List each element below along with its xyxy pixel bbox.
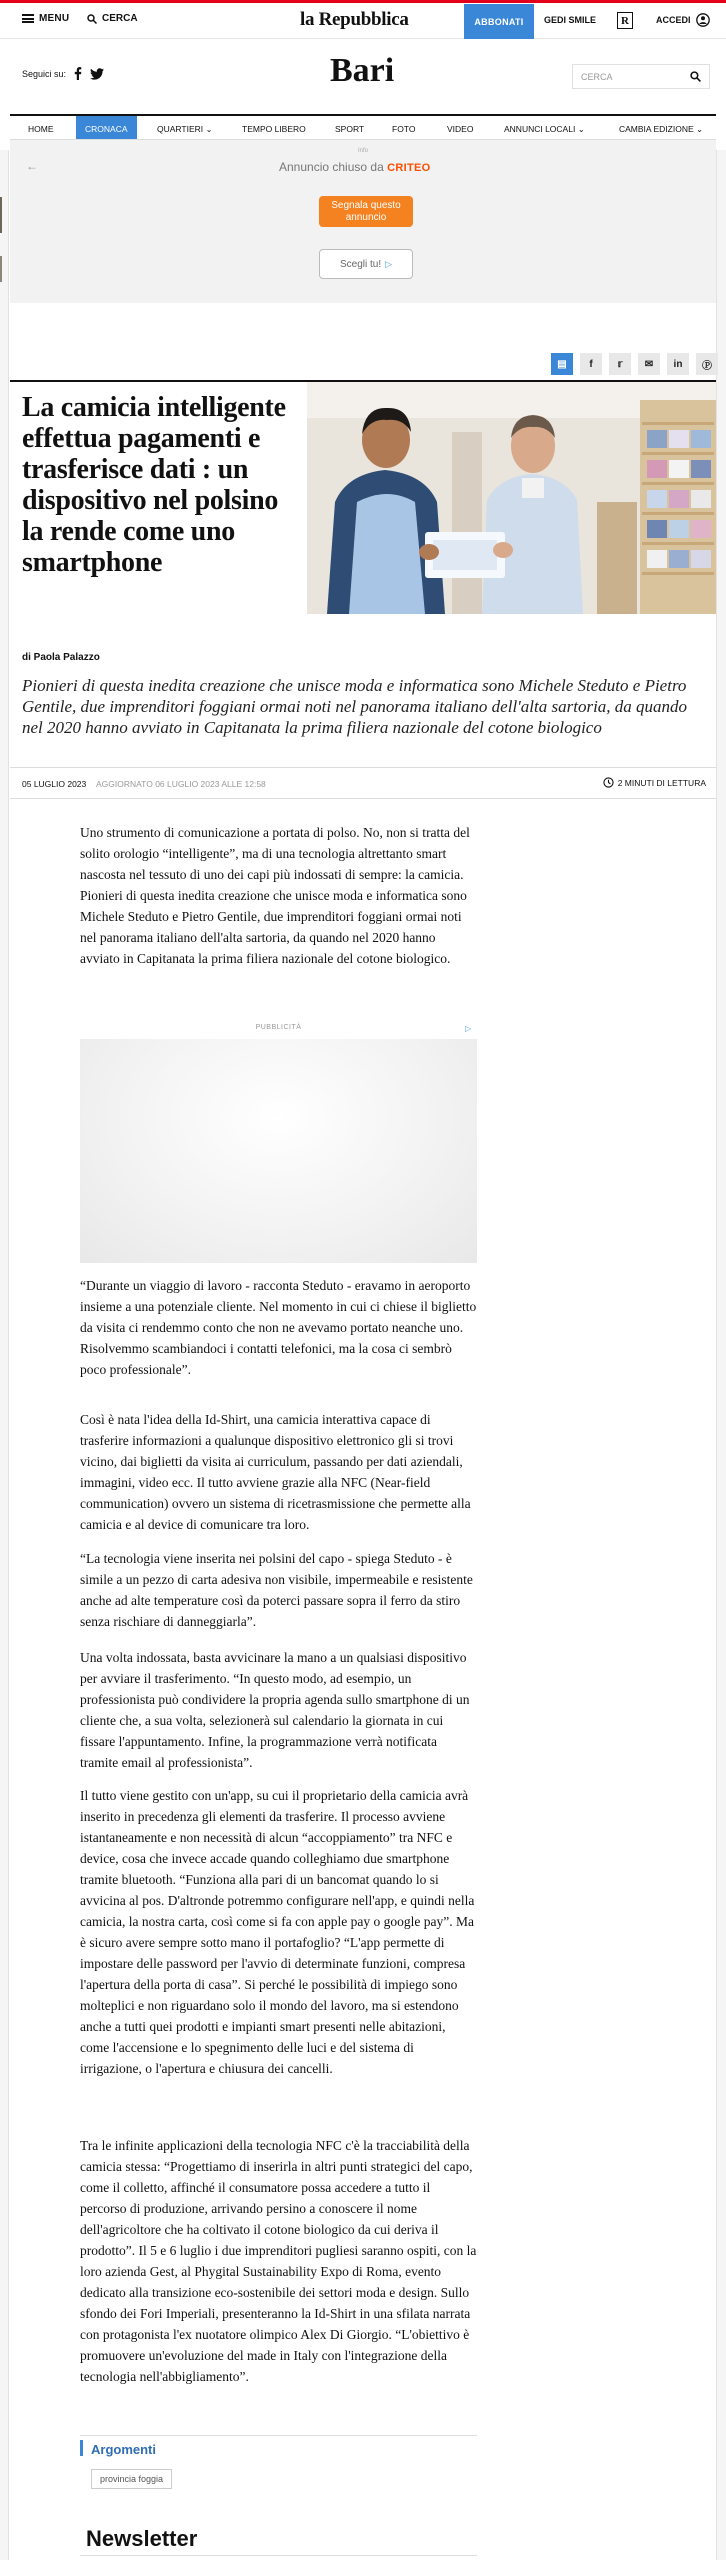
right-page-rail [716, 150, 726, 2560]
ad-choice-label: Scegli tu! [339, 258, 382, 270]
subscribe-button[interactable]: ABBONATI [464, 4, 534, 39]
nav-tempo-libero[interactable]: TEMPO LIBERO [242, 124, 306, 134]
adchoices-icon: ▷ [385, 258, 393, 269]
facebook-icon[interactable]: f [580, 353, 602, 375]
article-paragraph: “Durante un viaggio di lavoro - racconta Steduto - eravamo in aeroporto insieme a una potenziale cliente. Nel momento in cui ci chiese il biglietto da visita ci rendemmo conto che non ne avevamo portato neanche uno. Risolvemmo scambiandoci i contatti telefonici, ma la cosa ci sembrò poco professionale”. [80, 1278, 477, 1377]
search-label: CERCA [102, 13, 138, 24]
search-button[interactable] [87, 13, 138, 24]
article-photo[interactable] [307, 382, 716, 614]
follow-label: Seguici su: [22, 68, 67, 79]
article-title: La camicia intelligente effettua pagamenti e trasferisce dati : un dispositivo nel polsino la rende come uno smartphone [22, 392, 286, 578]
article-photo-image [307, 382, 716, 614]
publish-date: 05 LUGLIO 2023 [22, 779, 87, 789]
linkedin-icon[interactable]: in [667, 353, 689, 375]
chevron-down-icon: ⌄ [577, 124, 585, 134]
report-ad-button[interactable]: Segnala questo annuncio [319, 196, 413, 227]
article-summary: Pionieri di questa inedita creazione che unisce moda e informatica sono Michele Steduto e Pietro Gentile, due imprenditori foggiani ormai noti nel panorama italiano dell'alta sartoria, da quando nel 2020 hanno avviato in Capitanata la prima filiera nazionale del cotone biologico [22, 676, 688, 737]
comment-icon[interactable]: ▤ [551, 353, 573, 375]
ad-placeholder[interactable] [80, 1039, 477, 1263]
ad-info-label[interactable]: Info [358, 148, 369, 154]
chevron-down-icon: ⌄ [205, 124, 213, 134]
search-icon [87, 14, 97, 24]
nav-cambia-label: CAMBIA EDIZIONE [619, 124, 694, 134]
nav-quartieri-label: QUARTIERI [157, 124, 204, 134]
nav-cambia-edizione[interactable] [619, 124, 703, 135]
article-paragraph: “La tecnologia viene inserita nei polsini del capo - spiega Steduto - è simile a un pezzo di carta adesiva non visibile, impermeabile e resistente anche ad alte temperature così da poterci passare sopra il ferro da stiro senza rischiare di danneggiarla”. [80, 1551, 473, 1629]
repubblica-r-badge[interactable]: R [617, 12, 633, 29]
menu-button[interactable] [22, 13, 69, 24]
article-paragraph: Il tutto viene gestito con un'app, su cui il proprietario della camicia avrà inserito in precedenza gli elementi da trasferire. Il processo avviene istantaneamente e non necessità di alcun “accoppiamento” tra NFC e device, cosa che invece accade quando colleghiamo due smartphone tramite bluetooth. “Funziona alla pari di un bancomat quando lo si avvicina al pos. D'altronde potremmo configurare nell'app, e quindi nella camicia, la nostra carta, così come si fa con apple pay o google pay”. Ma è sicuro avere sempre sotto mano il portafoglio? “L'app permette di impostare delle password per l'avvio di determinate funzioni, compresa l'apertura della porta di casa”. Si perché le possibilità di impiego sono molteplici e non riguardano solo il mondo del lavoro, ma si estendono anche a tutti quei prodotti e impianti smart presenti nelle abitazioni, come l'accensione e lo spegnimento delle luci e del sistema di irrigazione, o l'apertura e chiusura dei cancelli. [80, 1788, 475, 2076]
top-header [0, 3, 726, 39]
topic-tag[interactable]: provincia foggia [91, 2469, 172, 2489]
ad-closed-text: Annuncio chiuso da [279, 160, 384, 174]
facebook-icon[interactable] [74, 67, 82, 80]
clock-icon [603, 777, 614, 788]
twitter-icon[interactable] [90, 68, 104, 80]
pinterest-icon[interactable]: Ⓟ [696, 353, 718, 375]
search-icon [690, 71, 701, 82]
gedi-smile-link[interactable]: GEDI SMILE [544, 15, 597, 25]
nav-quartieri[interactable] [157, 124, 213, 135]
left-rail-marker [0, 256, 2, 282]
left-page-rail [0, 150, 9, 2560]
mail-icon[interactable]: ✉ [638, 353, 660, 375]
article-paragraph: Così è nata l'idea della Id-Shirt, una camicia interattiva capace di trasferire informazioni a qualunque dispositivo elettronico gli si trovi vicino, dai biglietti da visita ai curriculum, passando per dati aziendali, immagini, video ecc. Il tutto avviene grazie alla NFC (Near-field communication) ovvero un sistema di ricetrasmissione che permette alla camicia e al device di comunicare tra loro. [80, 1412, 471, 1532]
ad-choice-button[interactable] [319, 249, 413, 279]
share-bar [551, 353, 718, 375]
topics-divider [80, 2435, 477, 2436]
city-search-input[interactable] [572, 64, 710, 89]
article-paragraph: Tra le infinite applicazioni della tecnologia NFC c'è la tracciabilità della camicia stessa: “Progettiamo di inserirla in altri punti strategici del capo, come il colletto, affinché il consumatore possa accedere a tutto il percorso di produzione, arrivando persino a conoscere il nome dell'agricoltore che ha coltivato il cotone biologico da cui deriva il prodotto”. Il 5 e 6 luglio i due imprenditori pugliesi saranno ospiti, con la loro azienda Gest, al Phygital Sustainability Expo di Roma, evento dedicato alla transizione eco-sostenibile dei settori moda e design. Sullo sfondo dei Fori Imperiali, presenteranno la Id-Shirt in una sfilata narrata con protagonista l'ex nuotatore olimpico Alex Di Giorgio. “L'obiettivo è promuovere un'evoluzione del made in Italy con l'integrazione della tecnologia nell'abbigliamento”. [80, 2138, 477, 2384]
user-icon [696, 13, 710, 27]
ad-label: PUBBLICITÀ [255, 1024, 302, 1031]
nav-sport[interactable]: SPORT [335, 124, 365, 134]
article-author[interactable]: di Paola Palazzo [22, 652, 100, 663]
adchoices-icon[interactable]: ▷ [465, 1024, 472, 1033]
topics-accent-bar [80, 2440, 83, 2456]
reading-time-label: 2 MINUTI DI LETTURA [617, 777, 706, 788]
section-nav [10, 114, 716, 140]
follow-us [22, 67, 104, 80]
nav-home[interactable]: HOME [28, 124, 54, 134]
topics-title: Argomenti [91, 2442, 156, 2457]
nav-cronaca[interactable]: CRONACA [76, 116, 137, 139]
login-label: ACCEDI [656, 15, 691, 25]
article-paragraph: Una volta indossata, basta avvicinare la mano a un qualsiasi dispositivo per avviare il trasferimento. “In questo modo, ad esempio, un professionista può condividere la propria agenda sullo smartphone di un cliente che, a sua volta, selezionerà sul calendario la giornata in cui fissare l'appuntamento. Infine, la programmazione verrà notificata tramite email al professionista”. [80, 1650, 470, 1770]
left-rail-marker [0, 197, 2, 233]
site-logo[interactable]: la Repubblica [300, 9, 409, 30]
back-arrow-icon[interactable]: ← [26, 159, 38, 173]
nav-annunci-label: ANNUNCI LOCALI [504, 124, 576, 134]
nav-video[interactable]: VIDEO [447, 124, 474, 134]
nav-foto[interactable]: FOTO [392, 124, 416, 134]
newsletter-title: Newsletter [86, 2526, 198, 2551]
article-meta [10, 767, 716, 799]
ad-closed-message [279, 160, 430, 174]
menu-label: MENU [39, 13, 70, 24]
hamburger-icon [22, 14, 34, 23]
newsletter-divider [80, 2555, 477, 2556]
twitter-icon[interactable]: 𝕣 [609, 353, 631, 375]
chevron-down-icon: ⌄ [696, 124, 704, 134]
criteo-logo: CRITEO [387, 162, 431, 174]
reading-time [603, 777, 706, 788]
nav-annunci-locali[interactable] [504, 124, 585, 135]
city-edition-title[interactable]: Bari [330, 52, 395, 89]
login-button[interactable] [656, 13, 710, 27]
updated-date: AGGIORNATO 06 LUGLIO 2023 ALLE 12:58 [96, 779, 266, 789]
city-search-placeholder: CERCA [581, 72, 613, 82]
article-paragraph: Uno strumento di comunicazione a portata di polso. No, non si tratta del solito orologio “intelligente”, ma di una tecnologia altrettanto smart nascosta nel tessuto di uno dei capi più indossati di sempre: la camicia. Pionieri di questa inedita creazione che unisce moda e informatica sono Michele Steduto e Pietro Gentile, due imprenditori foggiani ormai noti nel panorama italiano dell'alta sartoria, da quando nel 2020 hanno avviato in Capitanata la prima filiera nazionale del cotone biologico. [80, 825, 470, 966]
